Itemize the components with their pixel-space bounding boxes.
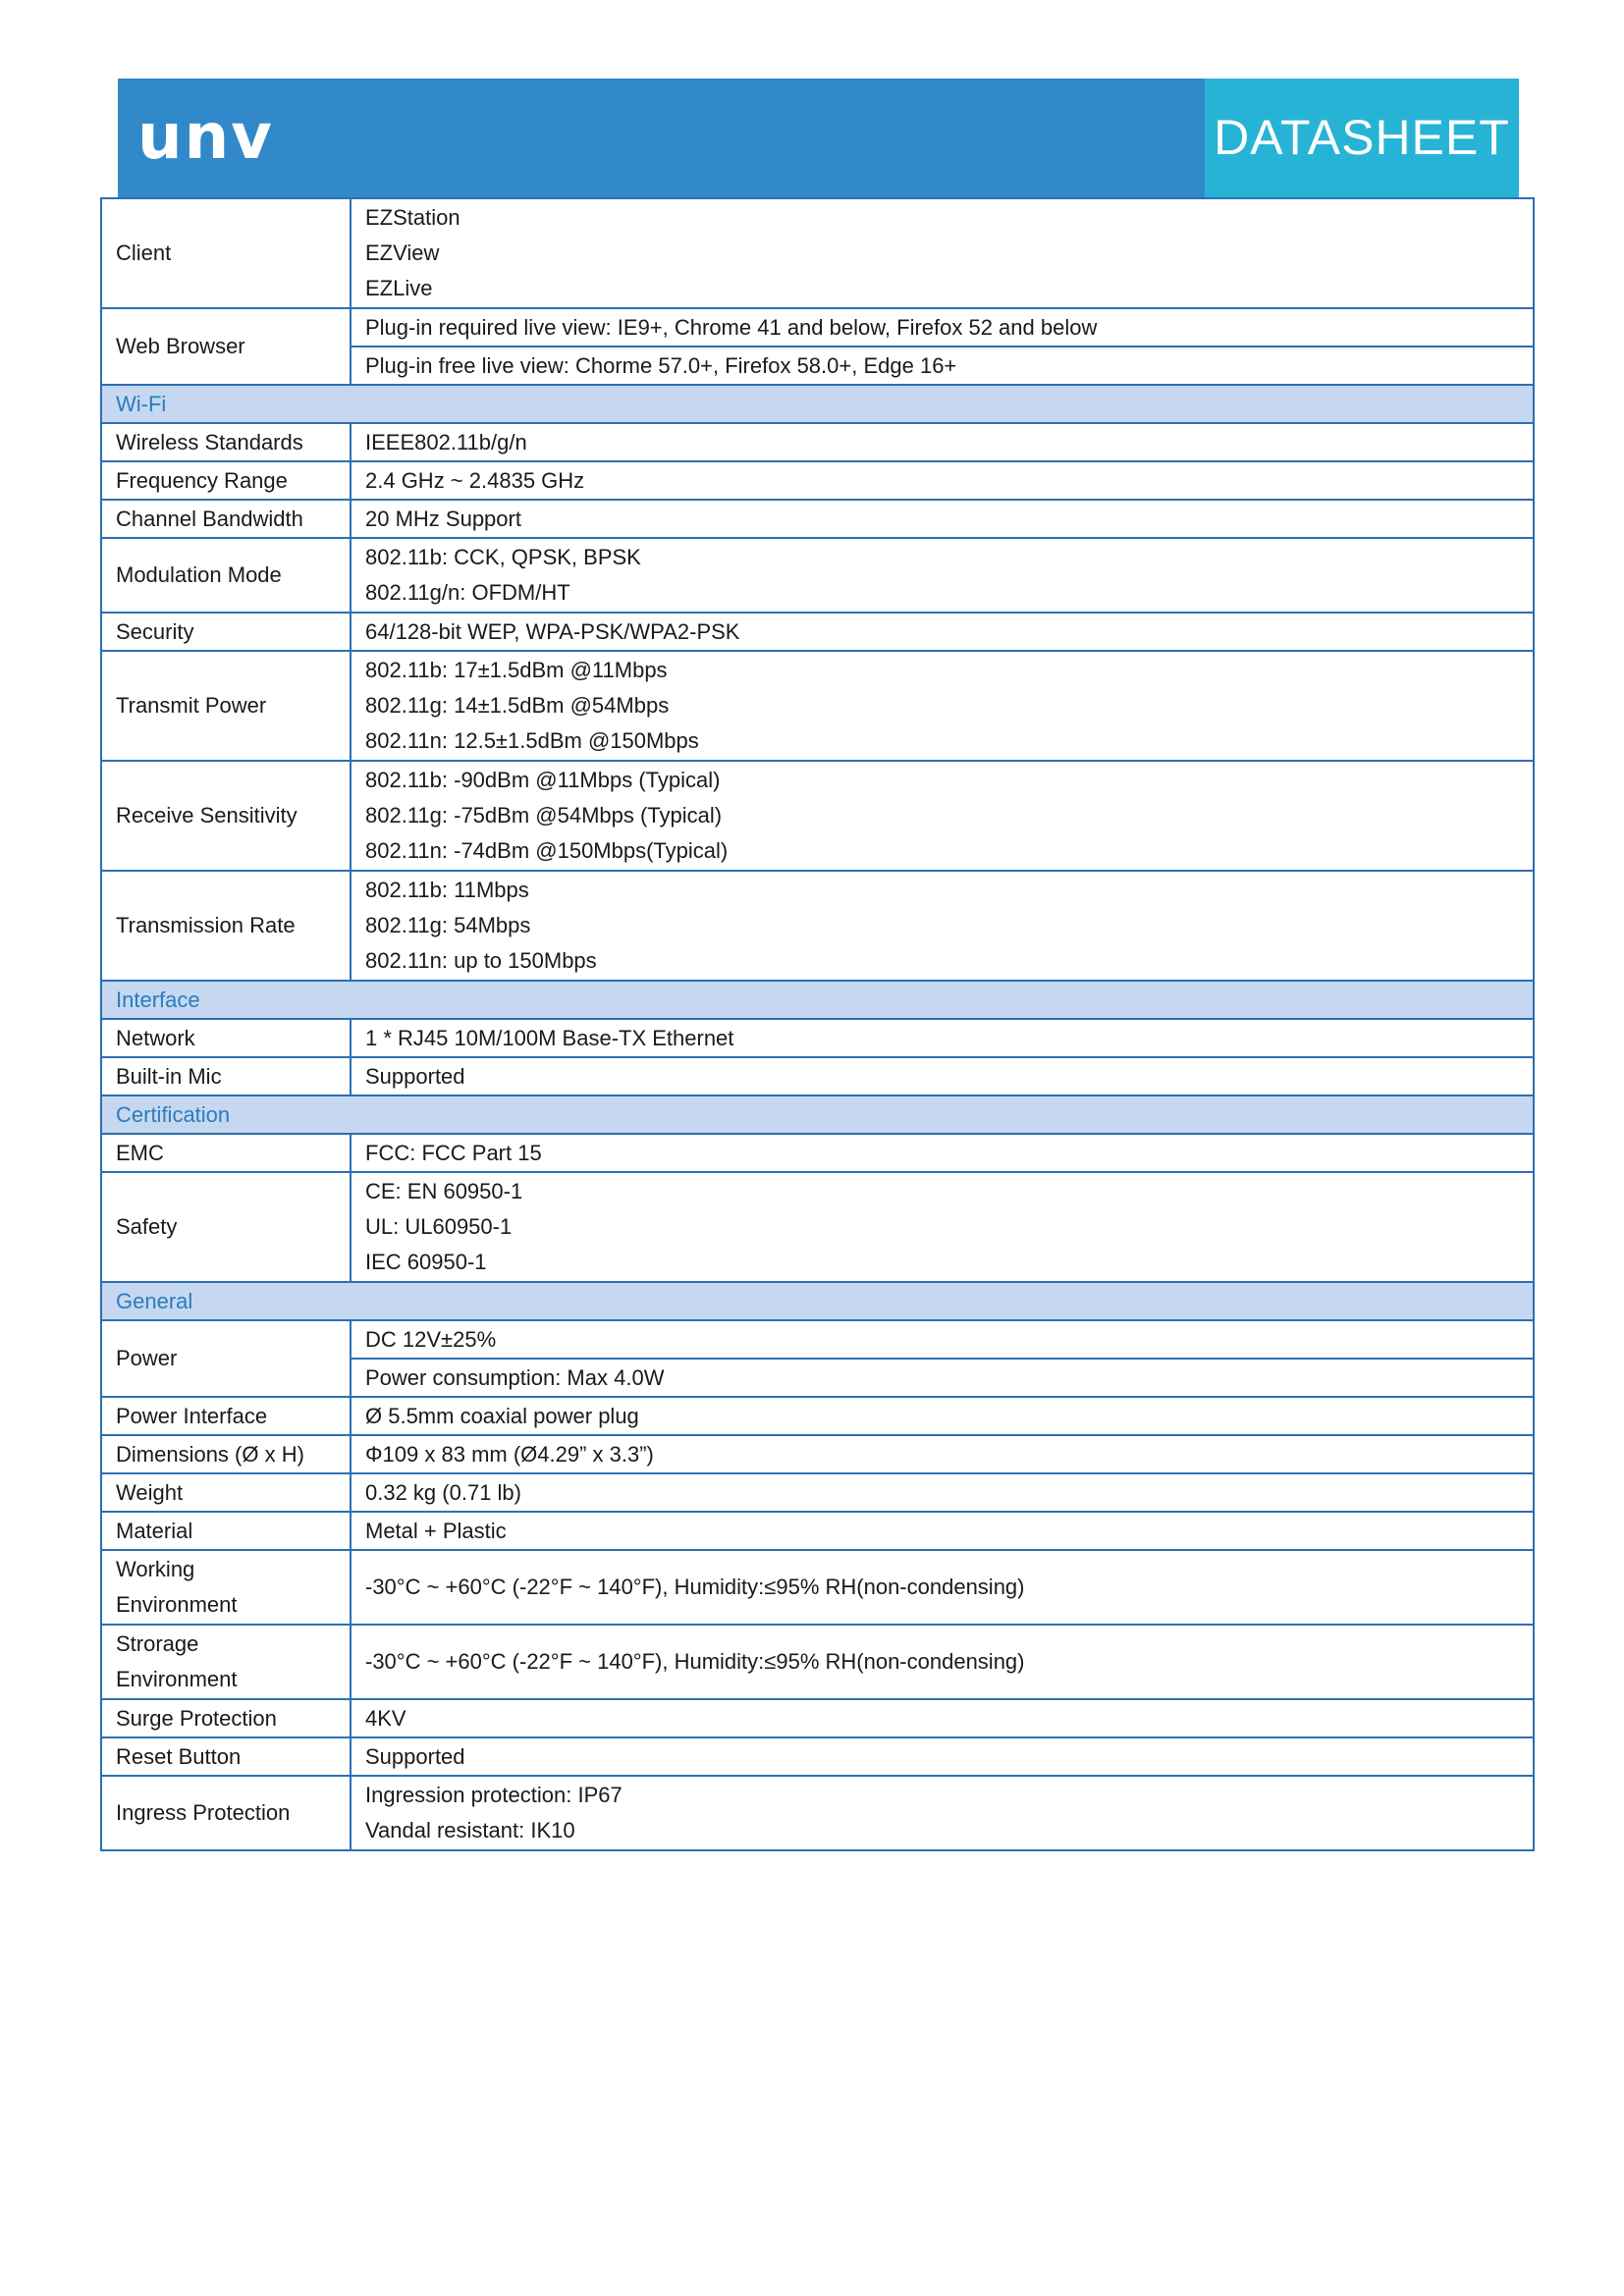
spec-value-line: EZView — [365, 240, 440, 265]
spec-value-line: 802.11b: CCK, QPSK, BPSK — [365, 545, 641, 569]
spec-value: 1 * RJ45 10M/100M Base-TX Ethernet — [351, 1019, 1534, 1057]
spec-row-frequency-range — [101, 461, 1534, 500]
spec-row-dimensions — [101, 1435, 1534, 1473]
spec-label: Channel Bandwidth — [101, 500, 351, 538]
spec-label: Network — [101, 1019, 351, 1057]
spec-label: Weight — [101, 1473, 351, 1512]
spec-value-line: EZLive — [365, 276, 433, 300]
spec-row-transmit-power — [101, 651, 1534, 761]
spec-row-safety — [101, 1172, 1534, 1282]
spec-label: Built-in Mic — [101, 1057, 351, 1095]
spec-label: Client — [101, 198, 351, 308]
spec-row-receive-sensitivity — [101, 761, 1534, 871]
spec-label: Wireless Standards — [101, 423, 351, 461]
logo-text: unv — [137, 101, 274, 174]
spec-value-line: 802.11g: 14±1.5dBm @54Mbps — [365, 693, 670, 718]
spec-label — [101, 1550, 351, 1625]
spec-value-line: 802.11n: up to 150Mbps — [365, 948, 597, 973]
spec-row-transmission-rate — [101, 871, 1534, 981]
spec-label-line: Strorage — [116, 1631, 199, 1656]
brand-logo — [137, 98, 285, 177]
spec-label: Transmit Power — [101, 651, 351, 761]
spec-value: Plug-in free live view: Chorme 57.0+, Firefox 58.0+, Edge 16+ — [351, 347, 1534, 385]
spec-value-line: CE: EN 60950-1 — [365, 1179, 523, 1203]
spec-label: Power Interface — [101, 1397, 351, 1435]
spec-value-line: 802.11n: 12.5±1.5dBm @150Mbps — [365, 728, 699, 753]
spec-value-line: IEC 60950-1 — [365, 1250, 487, 1274]
spec-label: Security — [101, 613, 351, 651]
spec-value-line: UL: UL60950-1 — [365, 1214, 513, 1239]
spec-label: Surge Protection — [101, 1699, 351, 1737]
spec-value-line: Ingression protection: IP67 — [365, 1783, 623, 1807]
spec-label: EMC — [101, 1134, 351, 1172]
spec-value-line: 802.11b: 17±1.5dBm @11Mbps — [365, 658, 668, 682]
spec-value — [351, 761, 1534, 871]
spec-value: 2.4 GHz ~ 2.4835 GHz — [351, 461, 1534, 500]
spec-label: Ingress Protection — [101, 1776, 351, 1850]
spec-value: Supported — [351, 1737, 1534, 1776]
spec-label-line: Environment — [116, 1592, 238, 1617]
section-title: Certification — [101, 1095, 1534, 1134]
spec-value: -30°C ~ +60°C (-22°F ~ 140°F), Humidity:≤95% RH(non-condensing) — [351, 1550, 1534, 1625]
spec-label: Safety — [101, 1172, 351, 1282]
section-title: Wi-Fi — [101, 385, 1534, 423]
spec-row-built-in-mic — [101, 1057, 1534, 1095]
spec-value-line: 802.11b: 11Mbps — [365, 878, 529, 902]
section-interface — [101, 981, 1534, 1019]
datasheet-badge: DATASHEET — [1205, 79, 1519, 197]
spec-value — [351, 651, 1534, 761]
spec-label: Receive Sensitivity — [101, 761, 351, 871]
spec-value-line: 802.11g: -75dBm @54Mbps (Typical) — [365, 803, 723, 828]
spec-label — [101, 1625, 351, 1699]
spec-row-security — [101, 613, 1534, 651]
spec-value: Power consumption: Max 4.0W — [351, 1359, 1534, 1397]
spec-value: Supported — [351, 1057, 1534, 1095]
spec-label: Modulation Mode — [101, 538, 351, 613]
section-title: General — [101, 1282, 1534, 1320]
section-general — [101, 1282, 1534, 1320]
spec-value: Ø 5.5mm coaxial power plug — [351, 1397, 1534, 1435]
spec-value — [351, 1776, 1534, 1850]
spec-value — [351, 198, 1534, 308]
spec-row-ingress-protection — [101, 1776, 1534, 1850]
spec-row-network — [101, 1019, 1534, 1057]
spec-value: -30°C ~ +60°C (-22°F ~ 140°F), Humidity:≤95% RH(non-condensing) — [351, 1625, 1534, 1699]
spec-value — [351, 1172, 1534, 1282]
spec-value: 20 MHz Support — [351, 500, 1534, 538]
spec-label: Reset Button — [101, 1737, 351, 1776]
spec-value-line: Vandal resistant: IK10 — [365, 1818, 575, 1842]
spec-label: Transmission Rate — [101, 871, 351, 981]
section-title: Interface — [101, 981, 1534, 1019]
spec-row-wireless-standards — [101, 423, 1534, 461]
spec-value: IEEE802.11b/g/n — [351, 423, 1534, 461]
spec-label-line: Working — [116, 1557, 195, 1581]
spec-row-client — [101, 198, 1534, 308]
spec-table — [100, 197, 1535, 1851]
spec-value — [351, 871, 1534, 981]
spec-value: 4KV — [351, 1699, 1534, 1737]
spec-value: Φ109 x 83 mm (Ø4.29” x 3.3”) — [351, 1435, 1534, 1473]
spec-row-power-interface — [101, 1397, 1534, 1435]
spec-row-storage-environment — [101, 1625, 1534, 1699]
spec-row-modulation-mode — [101, 538, 1534, 613]
spec-row-web-browser — [101, 308, 1534, 347]
spec-value: Plug-in required live view: IE9+, Chrome 41 and below, Firefox 52 and below — [351, 308, 1534, 347]
section-certification — [101, 1095, 1534, 1134]
spec-value-line: EZStation — [365, 205, 460, 230]
spec-value-line: 802.11n: -74dBm @150Mbps(Typical) — [365, 838, 729, 863]
spec-value: Metal + Plastic — [351, 1512, 1534, 1550]
spec-row-material — [101, 1512, 1534, 1550]
spec-label: Frequency Range — [101, 461, 351, 500]
spec-value: DC 12V±25% — [351, 1320, 1534, 1359]
spec-value: 0.32 kg (0.71 lb) — [351, 1473, 1534, 1512]
spec-value-line: 802.11g/n: OFDM/HT — [365, 580, 570, 605]
spec-row-weight — [101, 1473, 1534, 1512]
spec-row-power — [101, 1320, 1534, 1359]
spec-label: Dimensions (Ø x H) — [101, 1435, 351, 1473]
spec-label: Web Browser — [101, 308, 351, 385]
spec-row-channel-bandwidth — [101, 500, 1534, 538]
spec-row-surge-protection — [101, 1699, 1534, 1737]
spec-row-emc — [101, 1134, 1534, 1172]
spec-label: Power — [101, 1320, 351, 1397]
spec-value: FCC: FCC Part 15 — [351, 1134, 1534, 1172]
spec-row-reset-button — [101, 1737, 1534, 1776]
datasheet-header — [118, 79, 1519, 197]
spec-value-line: 802.11b: -90dBm @11Mbps (Typical) — [365, 768, 721, 792]
section-wifi — [101, 385, 1534, 423]
spec-row-working-environment — [101, 1550, 1534, 1625]
spec-value-line: 802.11g: 54Mbps — [365, 913, 531, 937]
spec-label-line: Environment — [116, 1667, 238, 1691]
spec-value: 64/128-bit WEP, WPA-PSK/WPA2-PSK — [351, 613, 1534, 651]
spec-label: Material — [101, 1512, 351, 1550]
spec-value — [351, 538, 1534, 613]
